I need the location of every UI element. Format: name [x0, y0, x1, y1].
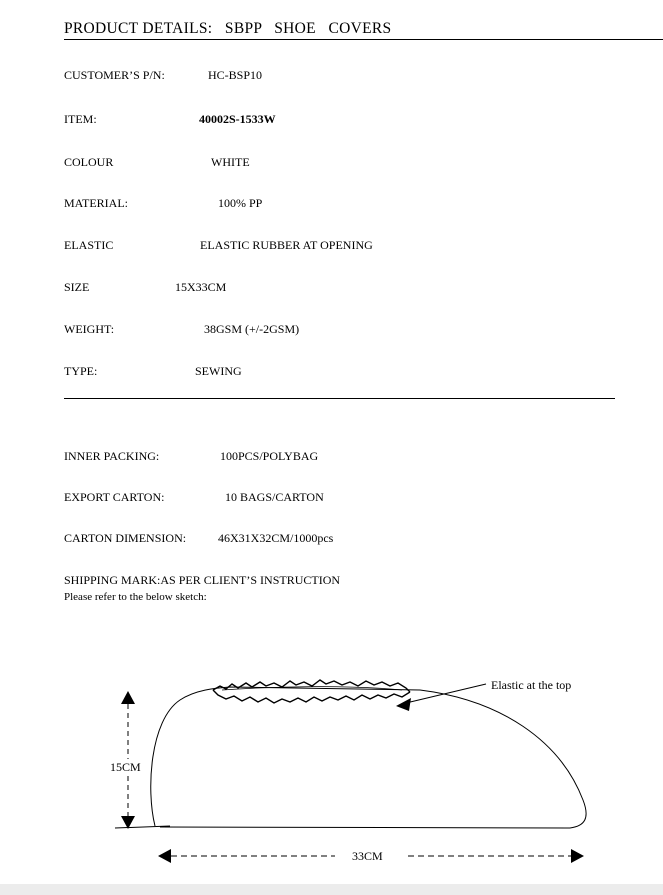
- spec-label: ITEM:: [64, 112, 97, 126]
- shoe-cover-sketch: [0, 660, 663, 884]
- sketch-note: Please refer to the below sketch:: [64, 591, 207, 603]
- elastic-callout-line: [406, 684, 486, 703]
- height-arrow-up: [121, 691, 135, 704]
- spec-value: 15X33CM: [175, 280, 227, 294]
- spec-label: WEIGHT:: [64, 322, 115, 336]
- spec-value: ELASTIC RUBBER AT OPENING: [200, 238, 373, 252]
- shipping-mark: SHIPPING MARK:AS PER CLIENT’S INSTRUCTION: [64, 573, 341, 587]
- elastic-callout-label: Elastic at the top: [491, 678, 572, 692]
- spec-label: COLOUR: [64, 155, 114, 169]
- height-label: 15CM: [110, 760, 141, 774]
- packing-label: INNER PACKING:: [64, 449, 160, 463]
- spec-value: 40002S-1533W: [199, 112, 276, 126]
- spec-value: SEWING: [195, 364, 242, 378]
- packing-value: 10 BAGS/CARTON: [225, 490, 324, 504]
- elastic-ring-bottom: [213, 690, 410, 703]
- length-arrow-right: [571, 849, 584, 863]
- spec-label: CUSTOMER’S P/N:: [64, 68, 165, 82]
- shoe-cover-outline: [151, 687, 586, 828]
- title-underline: [64, 39, 663, 40]
- length-label: 33CM: [352, 849, 383, 863]
- section-divider: [64, 398, 615, 399]
- spec-value: HC-BSP10: [208, 68, 263, 82]
- page-title: PRODUCT DETAILS: SBPP SHOE COVERS: [64, 20, 392, 37]
- packing-value: 46X31X32CM/1000pcs: [218, 531, 334, 545]
- spec-value: WHITE: [211, 155, 250, 169]
- spec-label: SIZE: [64, 280, 90, 294]
- page-bottom-bar: [0, 884, 663, 895]
- elastic-callout-arrowhead: [396, 698, 411, 711]
- spec-label: TYPE:: [64, 364, 98, 378]
- elastic-ring-top: [213, 680, 410, 692]
- packing-value: 100PCS/POLYBAG: [220, 449, 319, 463]
- length-arrow-left: [158, 849, 171, 863]
- packing-label: CARTON DIMENSION:: [64, 531, 187, 545]
- spec-label: MATERIAL:: [64, 196, 128, 210]
- spec-value: 100% PP: [218, 196, 263, 210]
- spec-label: ELASTIC: [64, 238, 114, 252]
- spec-value: 38GSM (+/-2GSM): [204, 322, 300, 336]
- packing-label: EXPORT CARTON:: [64, 490, 165, 504]
